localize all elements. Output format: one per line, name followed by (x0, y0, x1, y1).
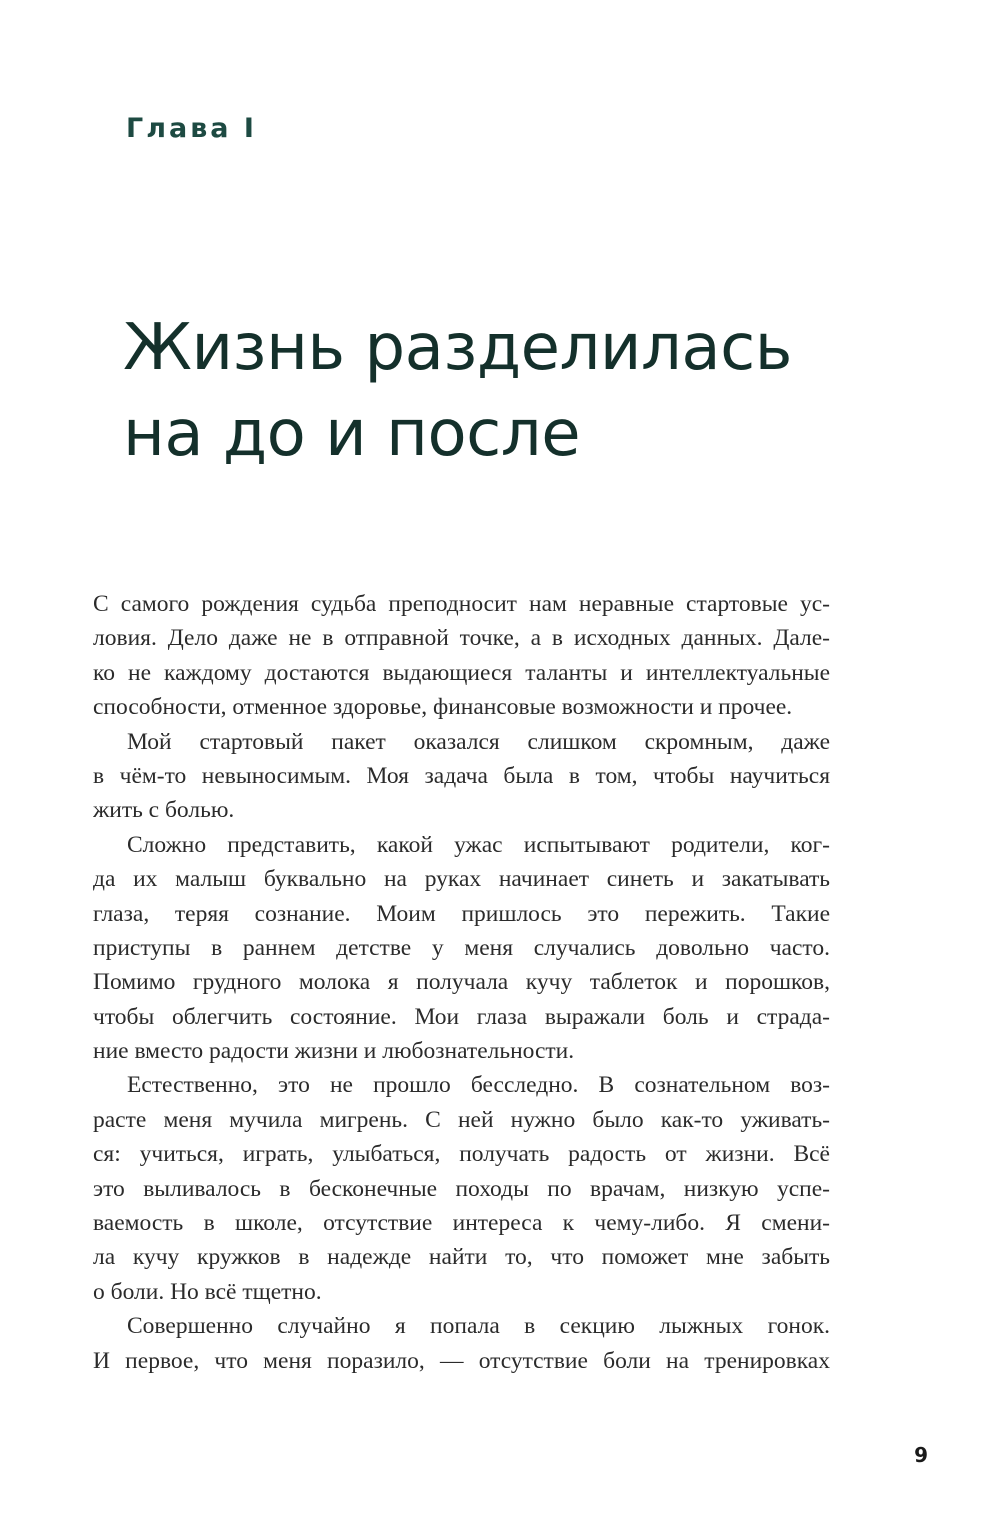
text-line: Помимо грудного молока я получала кучу таблеток и порошков, (93, 969, 830, 996)
page-number: 9 (914, 1443, 928, 1467)
chapter-title-line: на до и после (123, 397, 581, 471)
chapter-title (123, 305, 792, 477)
text-line: ко не каждому достаются выдающиеся таланты и интеллектуальные (93, 659, 830, 686)
text-line: это выливалось в бесконечные походы по врачам, низкую успе- (93, 1175, 830, 1202)
text-line: приступы в раннем детстве у меня случались довольно часто. (93, 934, 830, 961)
paragraph (93, 828, 830, 1069)
text-line: ся: учиться, играть, улыбаться, получать радость от жизни. Всё (93, 1141, 830, 1168)
paragraph (93, 725, 830, 828)
chapter-label: Глава I (126, 113, 257, 144)
text-line: Совершенно случайно я попала в секцию лыжных гонок. (127, 1313, 830, 1340)
text-line: да их малыш буквально на руках начинает синеть и закатывать (93, 866, 830, 893)
paragraph (93, 1309, 830, 1378)
text-line: глаза, теряя сознание. Моим пришлось это пережить. Такие (93, 900, 830, 927)
text-line: расте меня мучила мигрень. С ней нужно было как-то уживать- (93, 1106, 830, 1133)
paragraph (93, 1068, 830, 1309)
text-line: о боли. Но всё тщетно. (93, 1278, 322, 1305)
text-line: Сложно представить, какой ужас испытывают родители, ког- (127, 831, 830, 858)
text-line: жить с болью. (93, 797, 235, 824)
text-line: чтобы облегчить состояние. Мои глаза выражали боль и страда- (93, 1003, 830, 1030)
text-line: ла кучу кружков в надежде найти то, что поможет мне забыть (93, 1244, 830, 1271)
text-line: ваемость в школе, отсутствие интереса к чему-либо. Я смени- (93, 1210, 830, 1237)
paragraph (93, 587, 830, 725)
text-line: ловия. Дело даже не в отправной точке, а в исходных данных. Дале- (93, 625, 830, 652)
text-line: Естественно, это не прошло бесследно. В сознательном воз- (127, 1072, 830, 1099)
chapter-title-line: Жизнь разделилась (123, 311, 792, 385)
text-line: в чём-то невыносимым. Моя задача была в том, чтобы научиться (93, 762, 830, 789)
body-text (93, 587, 830, 1378)
text-line: Мой стартовый пакет оказался слишком скромным, даже (127, 728, 830, 755)
text-line: С самого рождения судьба преподносит нам неравные стартовые ус- (93, 591, 830, 617)
text-line: способности, отменное здоровье, финансовые возможности и прочее. (93, 694, 793, 721)
text-line: И первое, что меня поразило, — отсутствие боли на тренировках (93, 1347, 830, 1374)
text-line: ние вместо радости жизни и любознательности. (93, 1038, 575, 1065)
